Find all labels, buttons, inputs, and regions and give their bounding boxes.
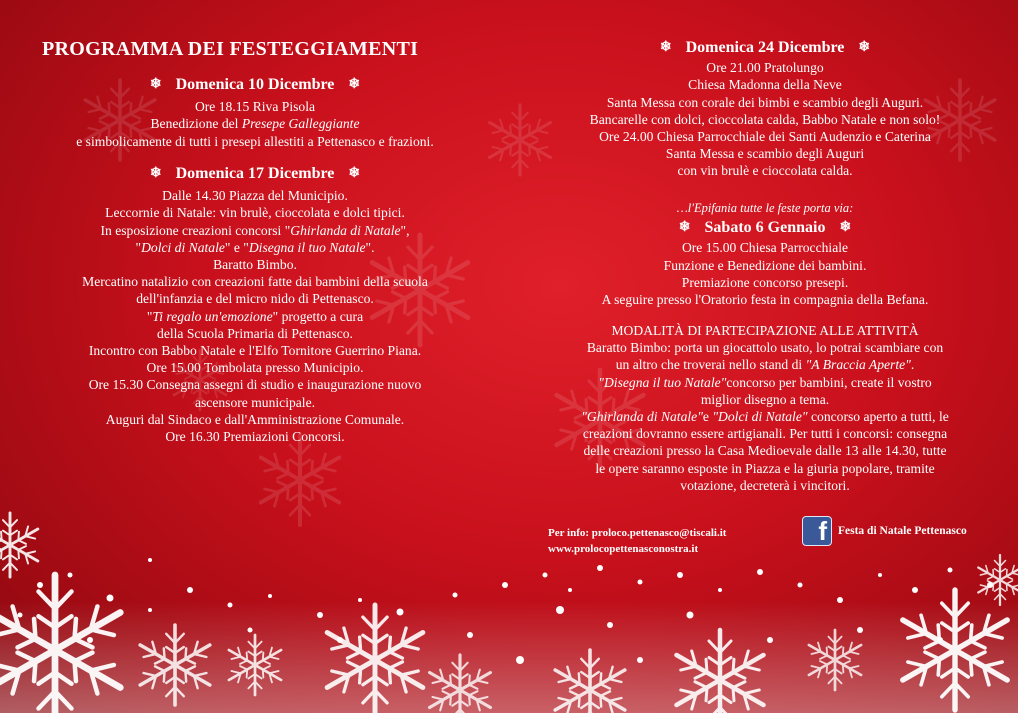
facebook-page-label[interactable]: Festa di Natale Pettenasco: [838, 525, 967, 537]
snowflake-icon: ❄: [149, 77, 162, 92]
info-email[interactable]: Per info: proloco.pettenasco@tiscali.it: [548, 527, 727, 539]
rules-heading: MODALITÀ DI PARTECIPAZIONE ALLE ATTIVITÀ: [611, 323, 919, 338]
event-details: [20, 187, 490, 445]
event-day-24-dicembre: [530, 39, 1000, 180]
event-line: Bancarelle con dolci, cioccolata calda, Babbo Natale e non solo!: [589, 111, 941, 127]
event-line: Benedizione del Presepe Galleggiante: [150, 116, 360, 132]
page-title: PROGRAMMA DEI FESTEGGIAMENTI: [42, 38, 419, 60]
event-line: Chiesa Madonna della Neve: [688, 77, 842, 93]
rules-line: creazioni dovranno essere artigianali. Per tutti i concorsi: consegna: [582, 426, 948, 442]
event-line: "Ti regalo un'emozione" progetto a cura: [146, 308, 364, 324]
day-heading: ❄ Domenica 10 Dicembre ❄: [149, 76, 361, 93]
event-line: A seguire presso l'Oratorio festa in compagnia della Befana.: [601, 292, 929, 308]
event-line: Incontro con Babbo Natale e l'Elfo Tornitore Guerrino Piana.: [88, 343, 422, 359]
event-line: Premiazione concorso presepi.: [681, 274, 849, 290]
event-details: [530, 59, 1000, 179]
snowflake-icon: ❄: [149, 166, 162, 181]
event-details: [20, 98, 490, 150]
participation-rules: [530, 322, 1000, 494]
info-website[interactable]: www.prolocopettenasconostra.it: [548, 543, 699, 555]
day-heading: ❄ Sabato 6 Gennaio ❄: [678, 219, 852, 237]
event-line: In esposizione creazioni concorsi "Ghirlanda di Natale",: [100, 222, 410, 238]
event-line: Leccornie di Natale: vin brulè, cioccolata e dolci tipici.: [105, 205, 405, 221]
rules-line: "Ghirlanda di Natale"e "Dolci di Natale" concorso aperto a tutti, le: [581, 409, 949, 425]
snowflake-icon: ❄: [839, 220, 852, 236]
event-line: Ore 21.00 Pratolungo: [706, 60, 824, 76]
rules-line: "Disegna il tuo Natale"concorso per bambini, create il vostro: [598, 374, 932, 390]
epiphany-note: …l'Epifania tutte le feste porta via:: [676, 201, 854, 215]
event-line: Ore 16.30 Premiazioni Concorsi.: [165, 429, 345, 445]
rules-line: miglior disegno a tema.: [700, 391, 830, 407]
event-line: Santa Messa e scambio degli Auguri: [665, 146, 865, 162]
event-line: della Scuola Primaria di Pettenasco.: [157, 325, 353, 341]
snowflake-icon: ❄: [678, 220, 691, 236]
rules-line: Baratto Bimbo: porta un giocattolo usato, lo potrai scambiare con: [586, 340, 944, 356]
rules-line: delle creazioni presso la Casa Medioevale dalle 13 alle 14.30, tutte: [583, 443, 947, 459]
rules-line: un altro che troverai nello stand di "A Braccia Aperte".: [615, 357, 915, 373]
snowflake-icon: ❄: [659, 40, 672, 55]
snowflake-icon: ❄: [348, 166, 361, 181]
event-day-6-gennaio: [530, 200, 1000, 308]
event-line: Mercatino natalizio con creazioni fatte dai bambini della scuola: [82, 274, 428, 290]
event-day-17-dicembre: [20, 165, 490, 445]
event-line: Auguri dal Sindaco e dall'Amministrazione Comunale.: [105, 411, 405, 427]
event-line: Ore 15.30 Consegna assegni di studio e inaugurazione nuovo: [88, 377, 422, 393]
event-details: [530, 239, 1000, 308]
event-line: ascensore municipale.: [194, 394, 316, 410]
event-line: Ore 15.00 Chiesa Parrocchiale: [681, 240, 849, 256]
event-line: Ore 24.00 Chiesa Parrocchiale dei Santi Audenzio e Caterina: [599, 129, 931, 145]
snowflake-icon: ❄: [858, 40, 871, 55]
event-line: Dalle 14.30 Piazza del Municipio.: [162, 188, 348, 204]
event-line: Ore 15.00 Tombolata presso Municipio.: [146, 360, 364, 376]
rules-line: le opere saranno esposte in Piazza e la giuria popolare, tramite: [595, 460, 935, 476]
event-line: Baratto Bimbo.: [213, 257, 297, 273]
rules-line: votazione, decreterà i vincitori.: [680, 477, 850, 493]
event-line: Ore 18.15 Riva Pisola: [194, 99, 316, 115]
event-line: Santa Messa con corale dei bimbi e scambio degli Auguri.: [606, 94, 924, 110]
contact-info: [548, 525, 726, 557]
snowflake-icon: ❄: [348, 77, 361, 92]
event-line: e simbolicamente di tutti i presepi allestiti a Pettenasco e frazioni.: [76, 133, 434, 149]
event-line: dell'infanzia e del micro nido di Pettenasco.: [136, 291, 374, 307]
facebook-icon[interactable]: f: [802, 516, 832, 546]
event-day-10-dicembre: [20, 76, 490, 150]
event-line: "Dolci di Natale" e "Disegna il tuo Natale".: [135, 239, 375, 255]
event-line: con vin brulè e cioccolata calda.: [677, 163, 853, 179]
day-heading: ❄ Domenica 24 Dicembre ❄: [659, 39, 871, 56]
event-line: Funzione e Benedizione dei bambini.: [663, 257, 867, 273]
day-heading: ❄ Domenica 17 Dicembre ❄: [149, 165, 361, 182]
